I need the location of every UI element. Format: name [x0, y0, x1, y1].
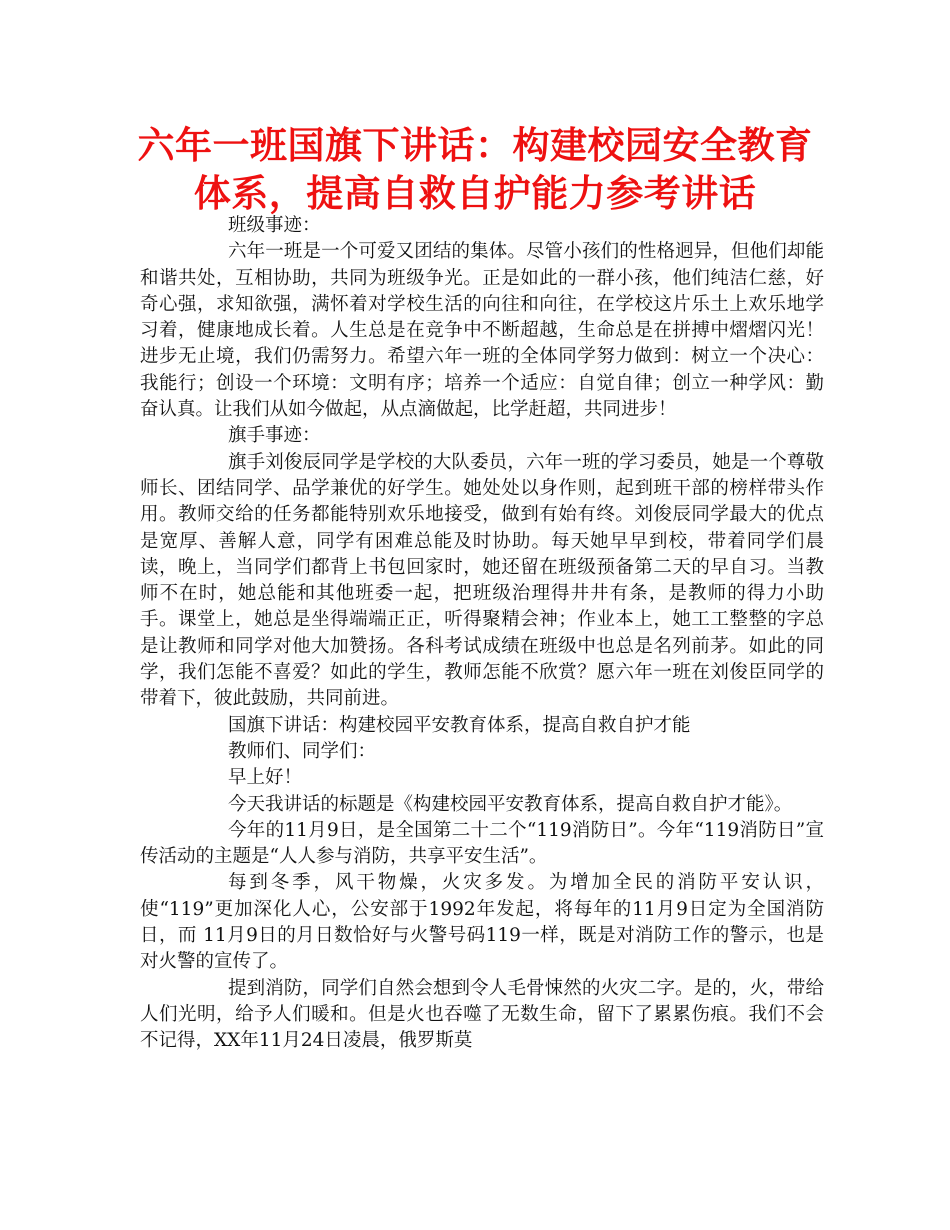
title-line-1: 六年一班国旗下讲话：构建校园安全教育 — [137, 124, 813, 167]
speech-heading: 国旗下讲话：构建校园平安教育体系，提高自救自护才能 — [228, 714, 691, 736]
paragraph: 每到冬季，风干物燥，火灾多发。为增加全民的消防平安认识，使“119”更加深化人心，公安部于1992年发起，将每年的11月9日定为全国消防日，而 11月9日的月日数恰好与火警号码119一样，既是对消防工作的警示，也是对火警的宣传了。 — [140, 872, 824, 973]
paragraph: 今年的11月9日，是全国第二十二个“119消防日”。今年“119消防日”宣传活动的主题是“人人参与消防，共享平安生活”。 — [140, 819, 824, 868]
paragraph: 提到消防，同学们自然会想到令人毛骨悚然的火灾二字。是的，火，带给人们光明，给予人们暖和。但是火也吞噬了无数生命，留下了累累伤痕。我们不会不记得，XX年11月24日凌晨，俄罗斯莫 — [140, 977, 824, 1052]
paragraph: 旗手刘俊辰同学是学校的大队委员，六年一班的学习委员，她是一个尊敬师长、团结同学、品学兼优的好学生。她处处以身作则，起到班干部的榜样带头作用。教师交给的任务都能特别欢乐地接受，做到有始有终。刘俊辰同学最大的优点是宽厚、善解人意，同学有困难总能及时协助。每天她早早到校，带着同学们晨读，晚上，当同学们都背上书包回家时，她还留在班级预备第二天的早自习。当教师不在时，她总能和其他班委一起，把班级治理得井井有条，是教师的得力小助手。课堂上，她总是坐得端端正正，听得聚精会神；作业本上，她工工整整的字总是让教师和同学对他大加赞扬。各科考试成绩在班级中也总是名列前茅。如此的同学，我们怎能不喜爱？如此的学生，教师怎能不欣赏？愿六年一班在刘俊臣同学的带着下，彼此鼓励，共同前进。 — [140, 451, 824, 710]
section-heading-class-deeds: 班级事迹： — [228, 215, 321, 236]
speech-greeting: 早上好！ — [228, 767, 303, 789]
title-line-2: 体系，提高自救自护能力参考讲话 — [193, 172, 757, 215]
speech-salutation: 教师们、同学们： — [228, 740, 377, 762]
section-heading-flag-bearer-deeds: 旗手事迹： — [228, 425, 321, 447]
paragraph: 今天我讲话的标题是《构建校园平安教育体系，提高自救自护才能》。 — [228, 793, 793, 815]
paragraph: 六年一班是一个可爱又团结的集体。尽管小孩们的性格迥异，但他们却能和谐共处，互相协助，共同为班级争光。正是如此的一群小孩，他们纯洁仁慈，好奇心强，求知欲强，满怀着对学校生活的向往和向往，在学校这片乐土上欢乐地学习着，健康地成长着。人生总是在竞争中不断超越，生命总是在拼搏中熠熠闪光！进步无止境，我们仍需努力。希望六年一班的全体同学努力做到：树立一个决心：我能行；创设一个环境：文明有序；培养一个适应：自觉自律；创立一种学风：勤奋认真。让我们从如今做起，从点滴做起，比学赶超，共同进步！ — [140, 241, 824, 421]
document-title — [130, 122, 820, 218]
document-body — [140, 213, 824, 1055]
